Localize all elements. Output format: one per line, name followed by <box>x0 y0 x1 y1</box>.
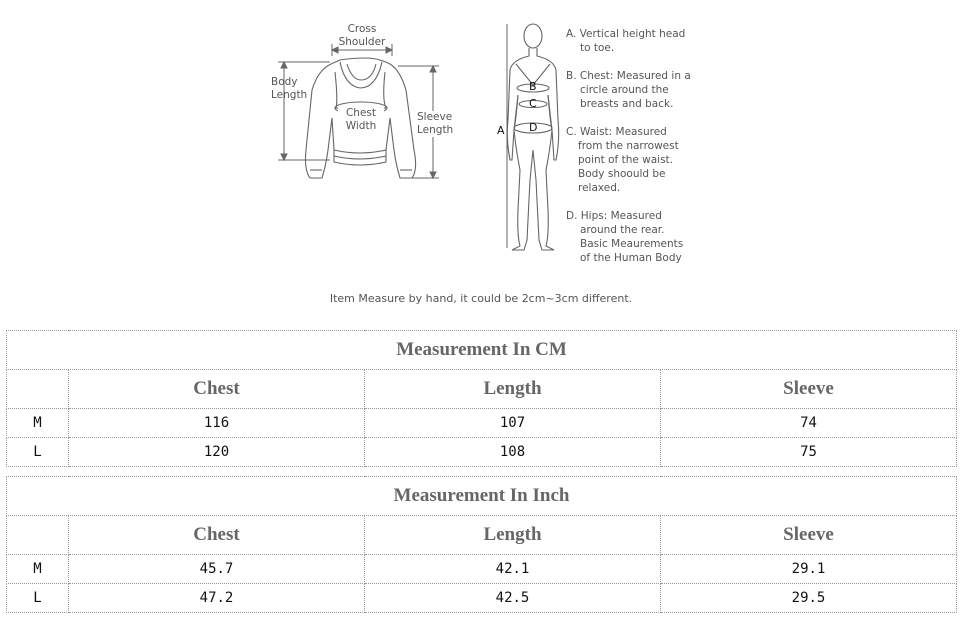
chest-width-label: Chest Width <box>338 107 384 133</box>
body-letter-b: B <box>529 80 537 93</box>
column-header: Chest <box>69 370 365 409</box>
table-row <box>7 555 957 584</box>
value-cell: 42.5 <box>365 584 661 613</box>
column-header: Length <box>365 370 661 409</box>
body-letter-a: A <box>497 124 505 137</box>
body-figure <box>507 24 558 250</box>
value-cell: 29.1 <box>661 555 957 584</box>
value-cell: 42.1 <box>365 555 661 584</box>
column-header: Length <box>365 516 661 555</box>
size-cell: L <box>7 584 69 613</box>
body-letter-d: D <box>529 121 538 134</box>
body-letter-c: C <box>529 97 537 110</box>
sleeve-length-label: Sleeve Length <box>417 111 454 136</box>
value-cell: 74 <box>661 409 957 438</box>
value-cell: 75 <box>661 438 957 467</box>
table-title: Measurement In CM <box>7 331 957 370</box>
value-cell: 29.5 <box>661 584 957 613</box>
size-cell: M <box>7 555 69 584</box>
value-cell: 107 <box>365 409 661 438</box>
inch-table <box>6 476 957 613</box>
column-header: Chest <box>69 516 365 555</box>
size-cell: M <box>7 409 69 438</box>
size-header-empty <box>7 370 69 409</box>
legend-a: A. Vertical height head to toe. <box>566 28 686 54</box>
legend-d: D. Hips: Measured around the rear. Basic Meaurements of the Human Body <box>566 210 684 264</box>
column-header: Sleeve <box>661 516 957 555</box>
legend-b: B. Chest: Measured in a circle around the breasts and back. <box>566 70 691 110</box>
value-cell: 47.2 <box>69 584 365 613</box>
body-length-label: Body Length <box>271 76 308 101</box>
value-cell: 45.7 <box>69 555 365 584</box>
column-header: Sleeve <box>661 370 957 409</box>
size-cell: L <box>7 438 69 467</box>
legend-c: C. Waist: Measured from the narrowest point of the waist. Body shoould be relaxed. <box>566 126 679 194</box>
table-row <box>7 584 957 613</box>
measurement-note: Item Measure by hand, it could be 2cm~3cm different. <box>329 292 633 305</box>
table-row <box>7 409 957 438</box>
table-title: Measurement In Inch <box>7 477 957 516</box>
value-cell: 116 <box>69 409 365 438</box>
value-cell: 108 <box>365 438 661 467</box>
size-header-empty <box>7 516 69 555</box>
cross-shoulder-label: Cross Shoulder <box>338 23 386 48</box>
value-cell: 120 <box>69 438 365 467</box>
table-row <box>7 438 957 467</box>
cm-table <box>6 330 957 467</box>
